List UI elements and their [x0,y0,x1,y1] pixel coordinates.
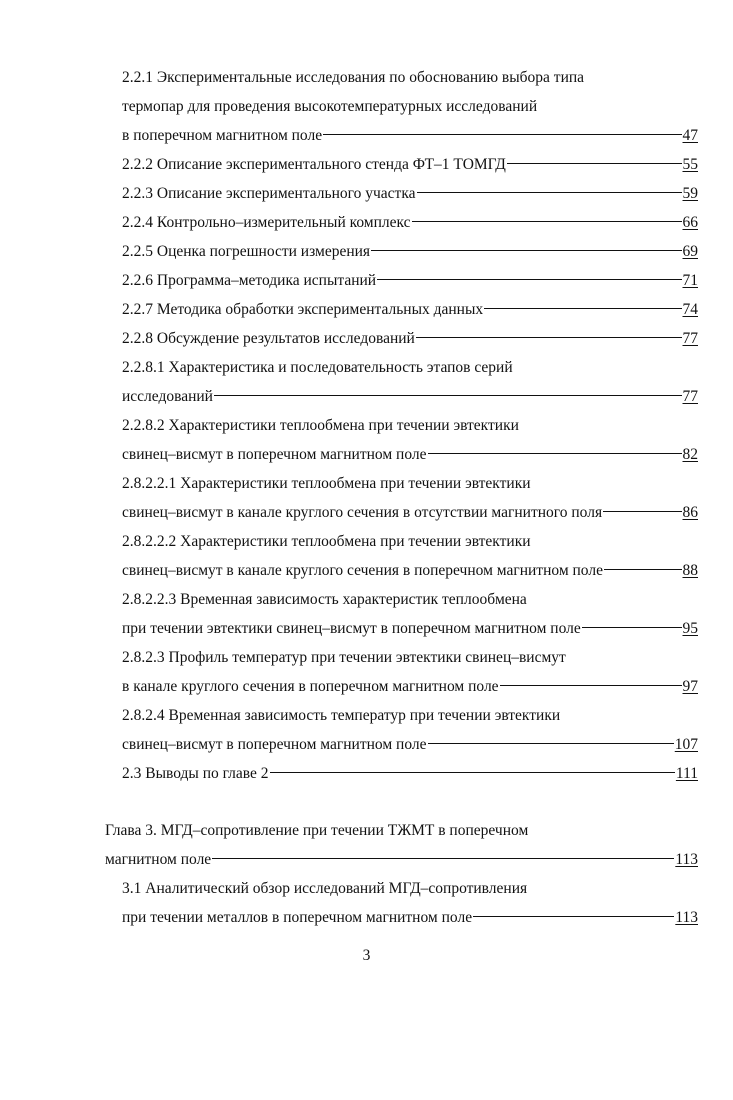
leader-line [473,916,674,917]
leader-line [603,511,681,512]
leader-line [412,221,682,222]
toc-chapter-3 [105,847,698,873]
toc-page-number: 77 [682,330,698,347]
leader-line [323,134,681,135]
toc-page-number: 71 [682,272,698,289]
toc-entry-text: свинец–висмут в канале круглого сечения в поперечном магнитном поле [122,562,603,579]
leader-line [417,192,682,193]
toc-entry-2-2-3 [122,181,698,207]
toc-page-number: 113 [675,851,698,868]
leader-line [582,627,682,628]
toc-entry-2-2-2 [122,152,698,178]
toc-entry-2-2-6 [122,268,698,294]
toc-entry-2-8-2-2-1-line1: 2.8.2.2.1 Характеристики теплообмена при течении эвтектики [122,475,531,492]
toc-page-number: 74 [682,301,698,318]
toc-entry-text: в канале круглого сечения в поперечном магнитном поле [122,678,499,695]
leader-line [428,743,674,744]
toc-page-number: 82 [682,446,698,463]
leader-line [604,569,682,570]
toc-page-number: 107 [674,736,698,753]
toc-page-number: 77 [682,388,698,405]
toc-entry-text: свинец–висмут в поперечном магнитном поле [122,736,427,753]
toc-entry-2-2-8-1-line1: 2.2.8.1 Характеристика и последовательность этапов серий [122,359,513,376]
leader-line [212,858,674,859]
toc-entry-2-8-2-2-2-line1: 2.8.2.2.2 Характеристики теплообмена при течении эвтектики [122,533,531,550]
toc-entry-2-2-8-1 [122,384,698,410]
toc-entry-2-2-1-line2: термопар для проведения высокотемпературных исследований [122,98,538,115]
toc-entry-2-2-1 [122,123,698,149]
toc-page-number: 113 [675,909,698,926]
leader-line [270,772,675,773]
toc-entry-text: 2.2.5 Оценка погрешности измерения [122,243,371,260]
toc-page-number: 59 [682,185,698,202]
toc-entry-2-2-1-line1: 2.2.1 Экспериментальные исследования по обоснованию выбора типа [122,69,585,86]
toc-entry-text: 2.2.3 Описание экспериментального участка [122,185,416,202]
toc-entry-2-2-1-line3: в поперечном магнитном поле [122,127,323,144]
toc-entry-2-2-7 [122,297,698,323]
toc-page-number: 86 [682,504,698,521]
toc-page-number: 111 [675,765,698,782]
toc-page-number: 97 [682,678,698,695]
toc-entry-2-8-2-2-2 [122,558,698,584]
toc-entry-text: при течении металлов в поперечном магнитном поле [122,909,473,926]
toc-entry-text: 2.2.8 Обсуждение результатов исследований [122,330,415,347]
toc-entry-2-8-2-2-3-line1: 2.8.2.2.3 Временная зависимость характеристик теплообмена [122,591,527,608]
toc-entry-text: 2.2.7 Методика обработки экспериментальных данных [122,301,484,318]
toc-entry-text: исследований [122,388,213,405]
toc-entry-2-8-2-3-line1: 2.8.2.3 Профиль температур при течении эвтектики свинец–висмут [122,649,566,666]
toc-entry-2-8-2-4-line1: 2.8.2.4 Временная зависимость температур при течении эвтектики [122,707,561,724]
toc-entry-2-2-5 [122,239,698,265]
toc-page-number: 95 [682,620,698,637]
toc-entry-text: свинец–висмут в канале круглого сечения в отсутствии магнитного поля [122,504,603,521]
leader-line [371,250,681,251]
toc-entry-2-3 [122,761,698,787]
leader-line [500,685,682,686]
toc-entry-2-8-2-2-1 [122,500,698,526]
toc-entry-text: при течении эвтектики свинец–висмут в поперечном магнитном поле [122,620,581,637]
toc-page-number: 69 [682,243,698,260]
toc-entry-2-8-2-3 [122,674,698,700]
toc-entry-text: 2.2.6 Программа–методика испытаний [122,272,377,289]
page-number: 3 [362,947,371,964]
toc-page-number: 88 [682,562,698,579]
toc-entry-text: 2.2.2 Описание экспериментального стенда ФТ–1 ТОМГД [122,156,506,173]
toc-page-number: 66 [682,214,698,231]
toc-entry-3-1-line1: 3.1 Аналитический обзор исследований МГД–сопротивления [122,880,528,897]
toc-entry-2-2-8-2-line1: 2.2.8.2 Характеристики теплообмена при течении эвтектики [122,417,519,434]
toc-entry-2-2-8 [122,326,698,352]
toc-entry-2-2-4 [122,210,698,236]
leader-line [428,453,682,454]
toc-page-number: 55 [682,156,698,173]
leader-line [507,163,682,164]
toc-entry-2-2-8-2 [122,442,698,468]
toc-entry-text: 2.3 Выводы по главе 2 [122,765,269,782]
leader-line [214,395,682,396]
leader-line [377,279,681,280]
toc-entry-text: магнитном поле [105,851,212,868]
toc-entry-text: свинец–висмут в поперечном магнитном поле [122,446,427,463]
leader-line [484,308,681,309]
toc-entry-2-8-2-2-3 [122,616,698,642]
toc-entry-text: 2.2.4 Контрольно–измерительный комплекс [122,214,411,231]
toc-chapter-3-line1: Глава 3. МГД–сопротивление при течении ТЖМТ в поперечном [105,822,529,839]
leader-line [416,337,682,338]
toc-page-number: 47 [682,127,698,144]
toc-entry-2-8-2-4 [122,732,698,758]
toc-entry-3-1 [122,905,698,931]
